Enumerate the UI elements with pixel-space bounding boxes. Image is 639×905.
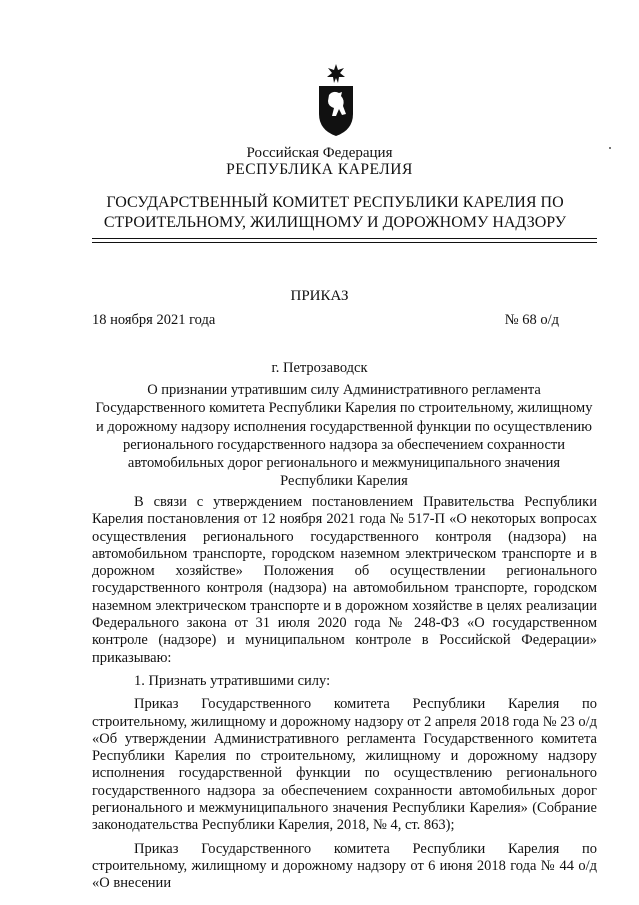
order-subject: О признании утратившим силу Административного регламента Государственного комитета Республики Карелия по строительному, жилищному и дорожному надзору исполнения государственной функции по осуществлению регионального государственного надзора за обеспечением сохранности автомобильных дорог регионального и межмуниципального значения Республики Карелия [95, 382, 593, 490]
order-body [92, 494, 597, 899]
header-divider-thick [92, 238, 597, 239]
order-date: 18 ноября 2021 года [92, 312, 216, 328]
order-city: г. Петрозаводск [271, 360, 368, 376]
committee-name: ГОСУДАРСТВЕННЫЙ КОМИТЕТ РЕСПУБЛИКИ КАРЕЛИЯ ПО СТРОИТЕЛЬНОМУ, ЖИЛИЩНОМУ И ДОРОЖНОМУ НАДЗОРУ [103, 194, 567, 231]
order-title: ПРИКАЗ [290, 288, 349, 304]
karelia-coat-of-arms-icon [315, 62, 357, 138]
body-paragraph: Приказ Государственного комитета Республики Карелия по строительному, жилищному и дорожному надзору от 2 апреля 2018 года № 23 о/д «Об утверждении Административного регламента Государственного комитета Республики Карелия по строительному, жилищному и дорожному надзору исполнения государственной функции по осуществлению регионального государственного надзора за обеспечением сохранности автомобильных дорог регионального и межмуниципального значения Республики Карелия» (Собрание законодательства Республики Карелия, 2018, № 4, ст. 863); [92, 696, 597, 834]
order-number: № 68 о/д [504, 312, 559, 328]
republic-name: РЕСПУБЛИКА КАРЕЛИЯ [226, 161, 413, 178]
country-name: Российская Федерация [246, 145, 393, 161]
body-paragraph: Приказ Государственного комитета Республики Карелия по строительному, жилищному и дорожному надзору от 6 июня 2018 года № 44 о/д «О внесении [92, 840, 597, 892]
item-1: 1. Признать утратившими силу: [134, 672, 331, 689]
preamble-paragraph: В связи с утверждением постановлением Правительства Республики Карелия постановления от 12 ноября 2021 года № 517-П «О некоторых вопросах осуществления регионального государственного контроля (надзора) на автомобильном транспорте, городском наземном электрическом транспорте и в дорожном хозяйстве» Положения об осуществлении регионального государственного контроля (надзора) на автомобильном транспорте, городском наземном электрическом транспорте и в дорожном хозяйстве в целях реализации Федерального закона от 31 июля 2020 года № 248-ФЗ «О государственном контроле (надзоре) и муниципальном контроле в Российской Федерации» приказываю: [92, 494, 597, 666]
header-divider-thin [92, 242, 597, 243]
